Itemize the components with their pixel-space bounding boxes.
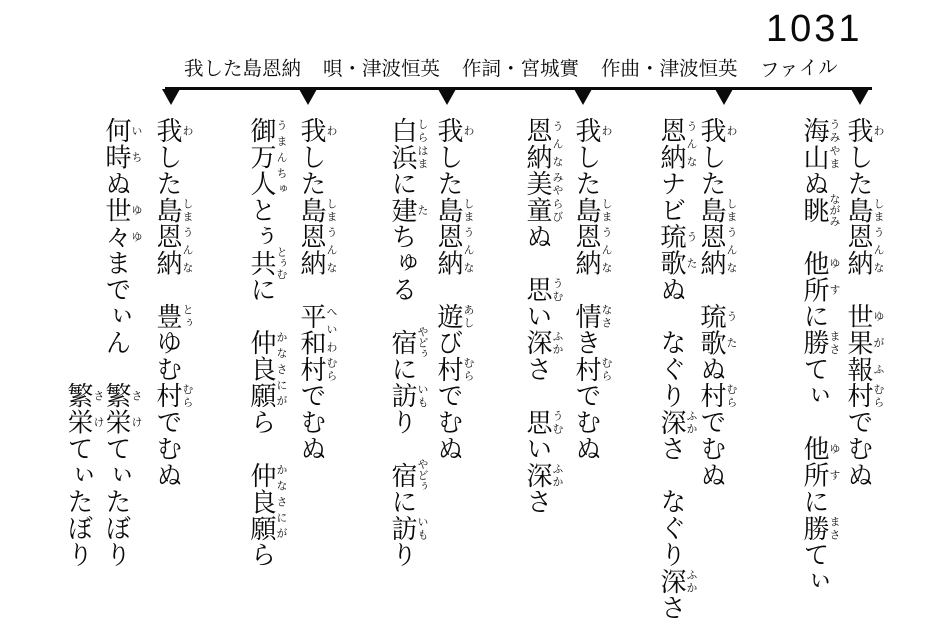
down-triangle-icon [574, 89, 592, 105]
verse-6-line-2: 何時いちぬ世々ゆゆまでぃん 繁栄さけてぃたぼり [102, 117, 142, 568]
page-number: 1031 [766, 8, 863, 50]
down-triangle-icon [851, 89, 869, 105]
header-credits-line [184, 53, 837, 81]
verse-3-line-2: 恩納うんな美童みやらびぬ 思うむい深ふかさ 思うむい深ふかさ [523, 117, 563, 515]
down-triangle-icon [438, 89, 456, 105]
verse-2-line-1: 我わした島しま恩納うんな 琉歌うたぬ村むらでむぬ [697, 117, 737, 488]
composer-credit: 作曲・津波恒英 [601, 58, 738, 80]
lyricist-credit: 作詞・宮城實 [462, 58, 580, 80]
verse-2-line-2: 恩納うんなナビ琉歌うたぬ なぐり深ふかさ なぐり深ふかさ [657, 117, 697, 621]
timeline-rule [165, 87, 872, 90]
file-label: ファイル [759, 55, 838, 83]
verse-4-line-1: 我わした島しま恩納うんな 遊あしび村むらでむぬ [434, 117, 474, 462]
verse-6-line-3-continued: 繁栄さけてぃたぼり [64, 382, 104, 568]
verse-6-line-1: 我わした島しま恩納うんな 豊とぅゆむ村むらでむぬ [153, 117, 193, 488]
performer-credit: 唄・津波恒英 [323, 58, 441, 80]
verse-1-line-2: 海うみ山やまぬ眺ながみ 他所ゆすに勝まさてぃ 他所ゆすに勝まさてぃ [800, 117, 840, 594]
verse-4-line-2: 白しら浜はまに建たちゅる 宿やどぅに訪いもり 宿やどぅに訪いもり [388, 117, 428, 568]
down-triangle-icon [162, 89, 180, 105]
verse-5-line-1: 我わした島しま恩納うんな 平和へいわ村むらでむぬ [297, 117, 337, 462]
song-title: 我した島恩納 [184, 58, 302, 80]
verse-5-line-2: 御万人うまんちゅとぅ共とぅむに 仲良願かなさにがら 仲良願かなさにがら [247, 117, 287, 568]
down-triangle-icon [299, 89, 317, 105]
verse-1-line-1: 我わした島しま恩納うんな 世果報ゆがふ村むらでむぬ [844, 117, 884, 488]
verse-3-line-1: 我わした島しま恩納うんな 情なさき村むらでむぬ [572, 117, 612, 462]
down-triangle-icon [715, 89, 733, 105]
